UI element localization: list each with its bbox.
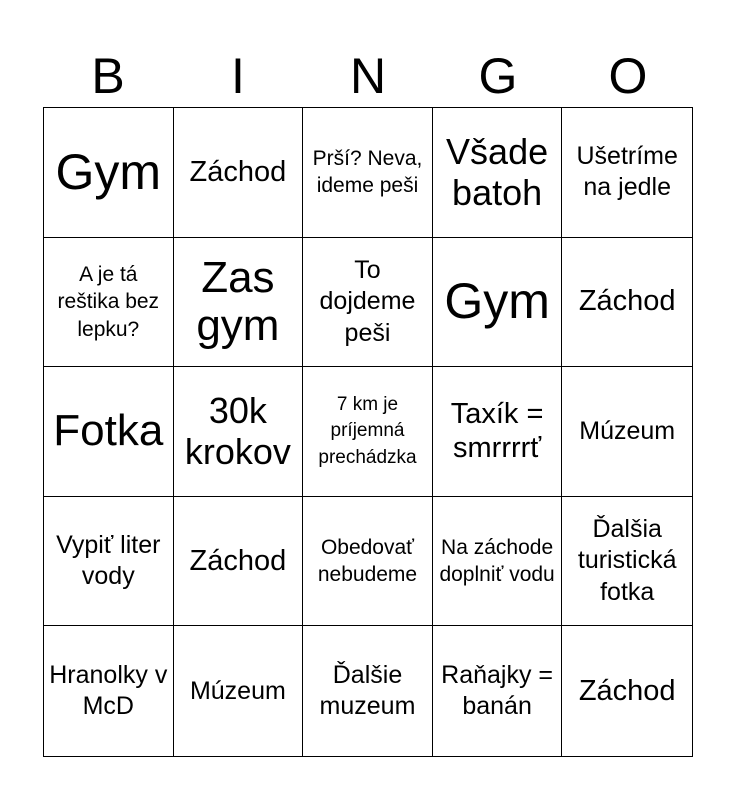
bingo-cell-r1c5[interactable]: Ušetríme na jedle bbox=[562, 108, 692, 238]
bingo-cell-r4c1[interactable]: Vypiť liter vody bbox=[44, 497, 174, 627]
bingo-cell-r3c4[interactable]: Taxík = smrrrrť bbox=[433, 367, 563, 497]
bingo-cell-r5c1[interactable]: Hranolky v McD bbox=[44, 626, 174, 756]
bingo-cell-r4c4[interactable]: Na záchode doplniť vodu bbox=[433, 497, 563, 627]
bingo-cell-r2c2[interactable]: Zas gym bbox=[174, 238, 304, 368]
bingo-cell-r5c4[interactable]: Raňajky = banán bbox=[433, 626, 563, 756]
bingo-cell-r2c5[interactable]: Záchod bbox=[562, 238, 692, 368]
bingo-cell-r3c1[interactable]: Fotka bbox=[44, 367, 174, 497]
bingo-cell-r1c2[interactable]: Záchod bbox=[174, 108, 304, 238]
bingo-cell-r2c4[interactable]: Gym bbox=[433, 238, 563, 368]
bingo-cell-r2c1[interactable]: A je tá reštika bez lepku? bbox=[44, 238, 174, 368]
bingo-board bbox=[43, 107, 693, 757]
header-letter-i: I bbox=[231, 48, 245, 104]
bingo-cell-r5c3[interactable]: Ďalšie muzeum bbox=[303, 626, 433, 756]
bingo-cell-r4c2[interactable]: Záchod bbox=[174, 497, 304, 627]
bingo-cell-r4c5[interactable]: Ďalšia turistická fotka bbox=[562, 497, 692, 627]
bingo-cell-r2c3[interactable]: To dojdeme peši bbox=[303, 238, 433, 368]
bingo-cell-r3c3[interactable]: 7 km je príjemná prechádzka bbox=[303, 367, 433, 497]
bingo-cell-r5c2[interactable]: Múzeum bbox=[174, 626, 304, 756]
bingo-cell-r3c5[interactable]: Múzeum bbox=[562, 367, 692, 497]
bingo-cell-r5c5[interactable]: Záchod bbox=[578, 674, 676, 707]
bingo-cell-r1c1[interactable]: Gym bbox=[44, 108, 174, 238]
bingo-header bbox=[43, 44, 693, 108]
header-letter-b: B bbox=[91, 48, 125, 104]
bingo-cell-r3c2[interactable]: 30k krokov bbox=[174, 367, 304, 497]
bingo-cell-r1c4[interactable]: Všade batoh bbox=[433, 108, 563, 238]
header-letter-g: G bbox=[478, 48, 518, 104]
header-letter-o: O bbox=[608, 48, 648, 104]
bingo-cell-r1c3[interactable]: Prší? Neva, ideme peši bbox=[303, 108, 433, 238]
header-letter-n: N bbox=[349, 48, 387, 104]
bingo-cell-r4c3[interactable]: Obedovať nebudeme bbox=[303, 497, 433, 627]
